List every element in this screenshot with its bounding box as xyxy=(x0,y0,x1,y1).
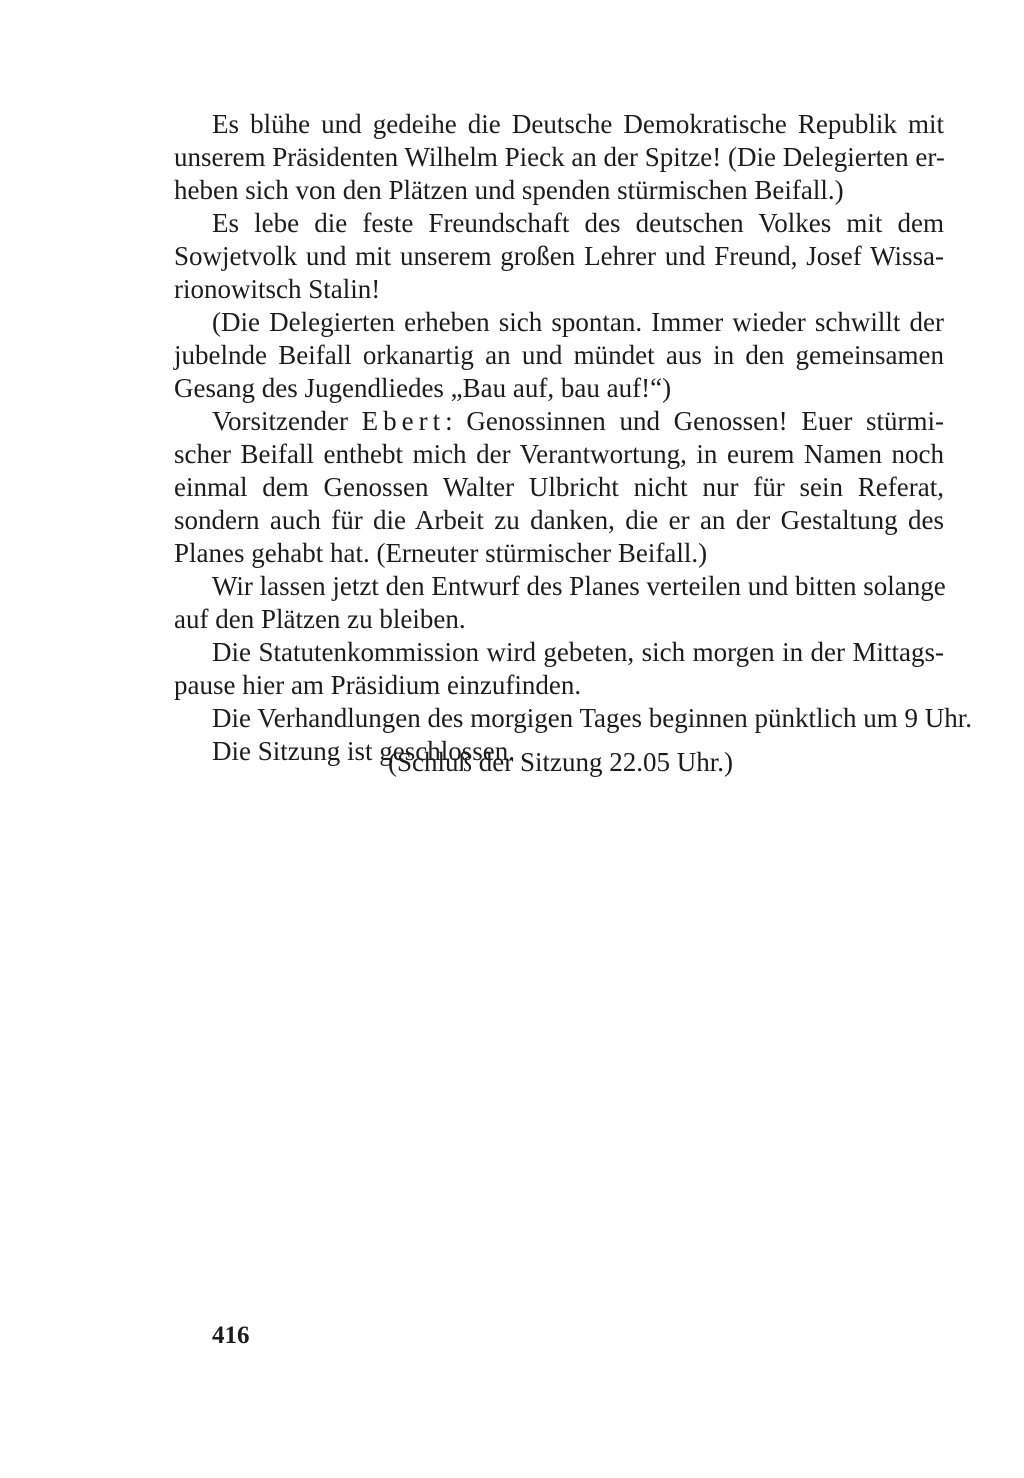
text-line: einmal dem Genossen Walter Ulbricht nicht nur für sein Referat, xyxy=(174,472,944,502)
speaker-prefix: Vorsitzender xyxy=(212,406,348,436)
speaker-name: Ebert xyxy=(361,406,446,436)
page-number: 416 xyxy=(212,1322,250,1349)
speaker-paragraph xyxy=(174,405,944,570)
text-line: sondern auch für die Arbeit zu danken, die er an der Gestaltung des xyxy=(174,505,944,535)
text-line: Sowjetvolk und mit unserem großen Lehrer und Freund, Josef Wissa- xyxy=(174,241,944,271)
paragraph xyxy=(174,702,972,735)
paragraph xyxy=(174,306,944,405)
text-line: jubelnde Beifall orkanartig an und mündet aus in den gemeinsamen xyxy=(174,340,944,370)
text-line: Die Verhandlungen des morgigen Tages beginnen pünktlich um 9 Uhr. xyxy=(212,703,972,733)
body-text xyxy=(174,108,972,768)
text-line: Es lebe die feste Freundschaft des deutschen Volkes mit dem xyxy=(212,208,944,238)
text-line: Planes gehabt hat. (Erneuter stürmischer Beifall.) xyxy=(174,538,708,568)
text-line: Die Sitzung ist geschlossen. xyxy=(212,736,515,766)
speaker-line-text: : Genossinnen und Genossen! Euer stürmi- xyxy=(445,406,944,436)
text-line: rionowitsch Stalin! xyxy=(174,274,381,304)
paragraph xyxy=(174,108,944,207)
text-line: unserem Präsidenten Wilhelm Pieck an der Spitze! (Die Delegierten er- xyxy=(174,142,945,172)
text-line: auf den Plätzen zu bleiben. xyxy=(174,604,466,634)
speaker-line xyxy=(174,405,944,438)
text-line: pause hier am Präsidium einzufinden. xyxy=(174,670,582,700)
text-line: Die Statutenkommission wird gebeten, sich morgen in der Mittags- xyxy=(212,637,944,667)
paragraph xyxy=(174,636,944,702)
paragraph xyxy=(174,207,944,306)
text-line: heben sich von den Plätzen und spenden stürmischen Beifall.) xyxy=(174,175,844,205)
text-line: Es blühe und gedeihe die Deutsche Demokratische Republik mit xyxy=(212,109,944,139)
closing-note: (Schluß der Sitzung 22.05 Uhr.) xyxy=(388,747,733,777)
text-line: (Die Delegierten erheben sich spontan. Immer wieder schwillt der xyxy=(212,307,944,337)
text-line: Wir lassen jetzt den Entwurf des Planes verteilen und bitten solange xyxy=(212,571,946,601)
paragraph xyxy=(174,570,944,636)
text-line: scher Beifall enthebt mich der Verantwortung, in eurem Namen noch xyxy=(174,439,944,469)
text-line: Gesang des Jugendliedes „Bau auf, bau auf!“) xyxy=(174,373,672,403)
